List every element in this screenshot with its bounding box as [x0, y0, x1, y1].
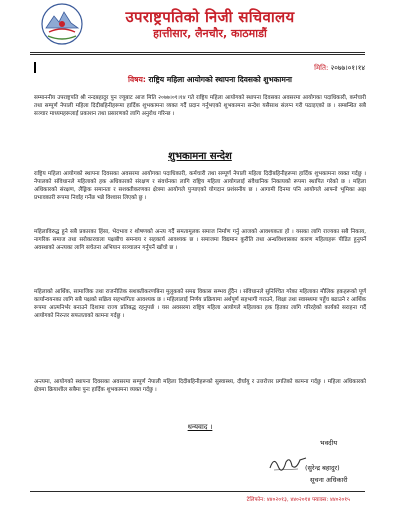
- footer-divider: [30, 491, 365, 492]
- intro-paragraph: सम्माननीय उपराष्ट्रपति श्री नन्दबहादुर पुन ज्यूबाट आज मिति २०७७।०१।१४ गते राष्ट्रिय महिला आयोगको स्थापना दिवसका अवसरमा आयोगका पदाधिकारी, कर्मचारी तथा सम्पूर्ण नेपाली महिला दिदीबहिनीहरूमा हार्दिक शुभकामना व्यक्त गर्दै प्रदान गर्नुभएको शुभकामना सन्देश यसैसाथ संलग्न गरी पठाइएको छ । सम्बन्धित सबै सञ्चार माध्यमहरूलाई प्रकाशन तथा प्रसारणको लागि अनुरोध गरिन्छ ।: [34, 95, 366, 117]
- signatory-name: (सुरेन्द्र बहादुर): [305, 464, 340, 472]
- date-line: [285, 64, 365, 73]
- text-cursor: [34, 62, 36, 73]
- signature-icon: [268, 452, 308, 474]
- header-divider-secondary: [30, 54, 365, 55]
- message-paragraph-2: महिलाविरुद्ध हुने सबै प्रकारका हिंसा, भेदभाव र शोषणको अन्त्य गर्दै समतामूलक समाज निर्माण गर्नु आजको आवश्यकता हो । यसका लागि राज्यका सबै निकाय, नागरिक समाज तथा सरोकारवाला पक्षबीच समन्वय र सहकार्य आवश्यक छ । समाजमा विद्यमान कुरीति तथा अन्धविश्वासका कारण महिलाहरू पीडित हुनुपर्ने अवस्थाको अन्त्यका लागि सचेतना अभियान सञ्चालन गर्नुपर्ने खाँचो छ ।: [34, 229, 366, 251]
- date-value: २०७७।०१।१४: [330, 64, 365, 72]
- footer-contact: टेलिफोन: ४४०२०१३, ४४०२०१४ फ्याक्स: ४४०२०१५: [246, 497, 350, 503]
- closing-thanks: धन्यवाद ।: [187, 423, 213, 431]
- office-title: उपराष्ट्रपतिको निजी सचिवालय: [125, 8, 295, 26]
- office-address: हात्तीसार, लैनचौर, काठमाडौं: [153, 27, 267, 40]
- date-label: मिति:: [314, 64, 329, 72]
- message-paragraph-3: महिलाको आर्थिक, सामाजिक तथा राजनीतिक सशक्तीकरणबिना मुलुकको समग्र विकास सम्भव हुँदैन । संविधानले सुनिश्चित गरेका महिलाका मौलिक हकहरूको पूर्ण कार्यान्वयनका लागि सबै पक्षको सक्रिय सहभागिता आवश्यक छ । महिलालाई निर्णय प्रक्रियामा अर्थपूर्ण सहभागी गराउने, शिक्षा तथा स्वास्थ्यमा पहुँच बढाउने र आर्थिक रूपमा आत्मनिर्भर बनाउने दिशामा राज्य प्रतिबद्ध रहनुपर्छ । यस अवसरमा राष्ट्रिय महिला आयोगले महिलाका हक हितका लागि गरिरहेको कार्यको सराहना गर्दै आयोगको निरन्तर सफलताको कामना गर्दछु ।: [34, 289, 366, 319]
- signatory-post: सूचना अधिकारी: [310, 476, 348, 484]
- header-divider: [30, 52, 365, 53]
- sender-label: भवदीय: [320, 439, 338, 447]
- message-title: शुभकामना सन्देश: [168, 151, 232, 162]
- subject-label: विषय:: [128, 75, 146, 84]
- message-paragraph-4: अन्त्यमा, आयोगको स्थापना दिवसका अवसरमा सम्पूर्ण नेपाली महिला दिदीबहिनीहरूको सुस्वास्थ्य, दीर्घायु र उत्तरोत्तर प्रगतिको कामना गर्दछु । महिला अधिकारको क्षेत्रमा क्रियाशील सबैमा पुनः हार्दिक शुभकामना व्यक्त गर्दछु ।: [34, 379, 366, 393]
- message-paragraph-1: राष्ट्रिय महिला आयोगको स्थापना दिवसका अवसरमा आयोगका पदाधिकारी, कर्मचारी तथा सम्पूर्ण नेपाली महिला दिदीबहिनीहरूमा हार्दिक शुभकामना व्यक्त गर्दछु । नेपालको संविधानले महिलाको हक अधिकारको संरक्षण र संवर्धनका लागि राष्ट्रिय महिला आयोगलाई संवैधानिक निकायको रूपमा स्थापित गरेको छ । महिला अधिकारको संरक्षण, लैङ्गिक समानता र सशक्तीकरणका क्षेत्रमा आयोगले पुर्‍याएको योगदान प्रशंसनीय छ । आगामी दिनमा पनि आयोगले आफ्नो भूमिका अझ प्रभावकारी रूपमा निर्वाह गर्नेछ भन्ने विश्वास लिएको छु ।: [34, 171, 366, 201]
- subject-line: [90, 75, 330, 85]
- nepal-emblem-icon: [40, 2, 84, 46]
- subject-text: राष्ट्रिय महिला आयोगको स्थापना दिवसको शुभकामना: [148, 75, 292, 84]
